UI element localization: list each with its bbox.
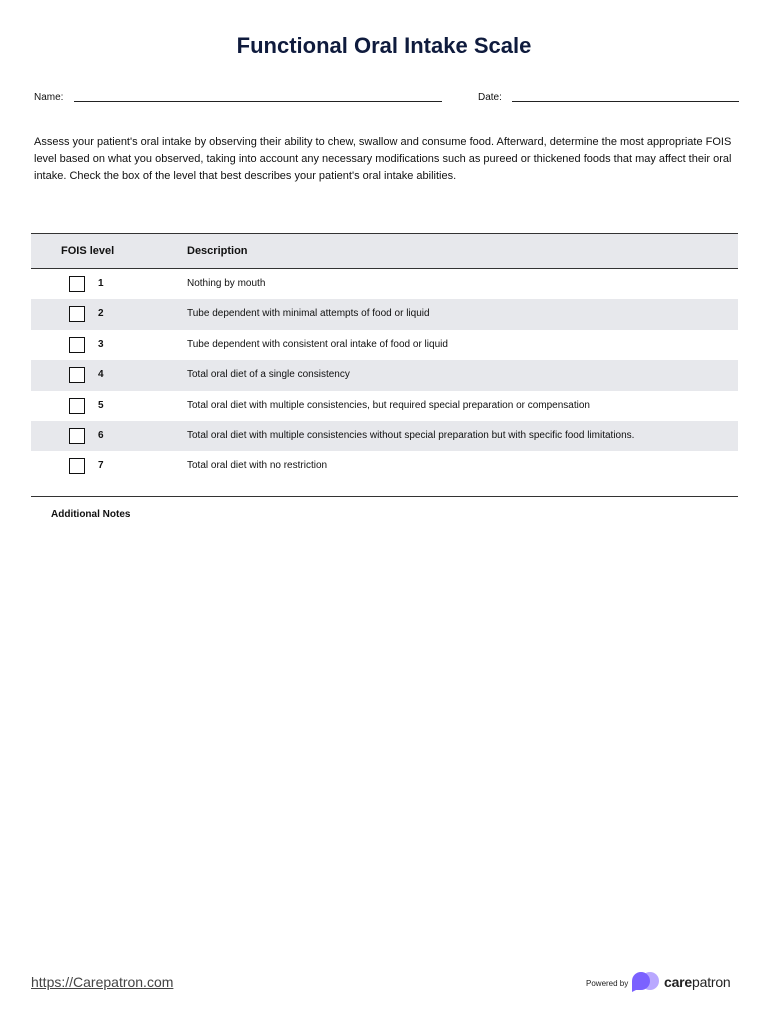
level-5-checkbox[interactable]: [69, 398, 85, 414]
fois-table: [31, 233, 738, 482]
header-description: Description: [187, 245, 248, 257]
table-row: [31, 360, 738, 390]
carepatron-link[interactable]: https://Carepatron.com: [31, 974, 174, 990]
level-number: 3: [98, 338, 104, 350]
table-row: [31, 269, 738, 299]
level-4-checkbox[interactable]: [69, 367, 85, 383]
brand-bold: care: [664, 974, 693, 990]
carepatron-brand: [664, 974, 731, 990]
name-label: Name:: [34, 92, 64, 103]
level-description: Nothing by mouth: [187, 278, 266, 289]
level-description: Total oral diet of a single consistency: [187, 369, 350, 381]
table-divider: [31, 496, 738, 497]
level-description: Total oral diet with multiple consistencies, but required special preparation or compensation: [187, 399, 590, 411]
level-description: Total oral diet with multiple consistencies without special preparation but with specific food limitations.: [187, 429, 635, 441]
table-row: [31, 330, 738, 360]
level-description: Tube dependent with minimal attempts of food or liquid: [187, 308, 430, 320]
additional-notes-label: Additional Notes: [51, 509, 131, 520]
table-row: [31, 421, 738, 451]
level-number: 5: [98, 399, 104, 411]
page-title: Functional Oral Intake Scale: [236, 33, 532, 58]
date-field[interactable]: [512, 101, 739, 102]
level-3-checkbox[interactable]: [69, 337, 85, 353]
level-number: 7: [98, 460, 104, 472]
name-field[interactable]: [74, 101, 442, 102]
table-header: [31, 233, 738, 269]
level-1-checkbox[interactable]: [69, 276, 85, 292]
level-description: Total oral diet with no restriction: [187, 460, 328, 472]
level-description: Tube dependent with consistent oral intake of food or liquid: [187, 338, 448, 350]
level-6-checkbox[interactable]: [69, 428, 85, 444]
level-number: 6: [98, 429, 104, 441]
carepatron-logo-icon: [630, 971, 664, 993]
table-row: [31, 451, 738, 481]
brand-rest: patron: [692, 974, 731, 990]
header-fois-level: FOIS level: [61, 245, 115, 257]
level-2-checkbox[interactable]: [69, 306, 85, 322]
powered-by-label: Powered by: [586, 979, 629, 988]
level-number: 4: [98, 369, 104, 381]
level-number: 1: [98, 278, 104, 289]
level-number: 2: [98, 308, 104, 320]
level-7-checkbox[interactable]: [69, 458, 85, 474]
instructions-paragraph: Assess your patient's oral intake by observing their ability to chew, swallow and consume food. Afterward, determine the most appropriate FOIS level based on what you observed, taking into account any necessary modifications such as pureed or thickened foods that may affect their oral intake. Check the box of the level that best describes your patient's oral intake abilities.: [34, 136, 732, 182]
table-row: [31, 391, 738, 421]
date-label: Date:: [478, 92, 502, 103]
table-row: [31, 299, 738, 329]
